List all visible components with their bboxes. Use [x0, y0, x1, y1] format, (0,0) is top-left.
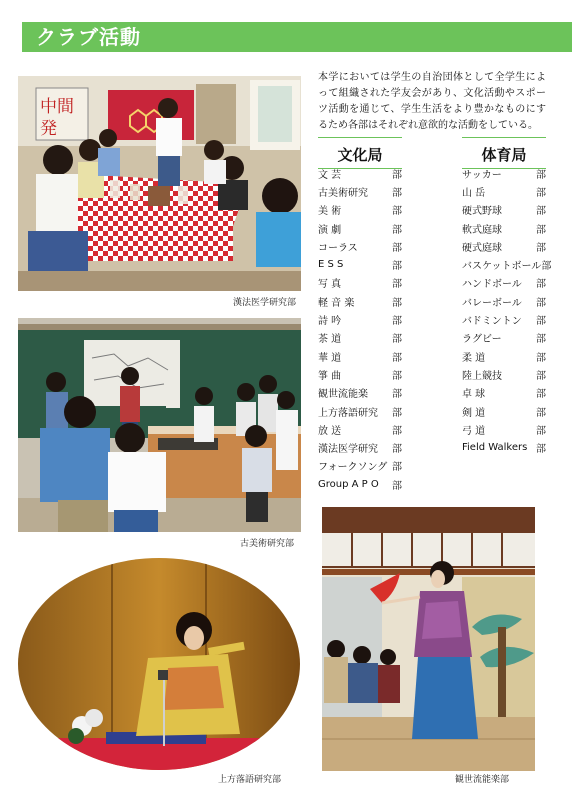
list-item: コーラス 部	[318, 242, 402, 254]
list-item: 剣 道 部	[462, 407, 546, 419]
list-item: 軽 音 楽 部	[318, 297, 402, 309]
list-item: バレーボール 部	[462, 297, 546, 309]
list-item: 古美術研究 部	[318, 187, 402, 199]
list-item: Field Walkers 部	[462, 442, 546, 456]
list-item: 華 道 部	[318, 352, 402, 364]
culture-club-list	[318, 164, 402, 493]
caption-kobijutsu: 古美術研究部	[240, 539, 295, 549]
list-item: 陸上競技 部	[462, 370, 546, 382]
list-item: 観世流能楽 部	[318, 389, 402, 401]
list-item: 山 岳 部	[462, 187, 546, 199]
list-item: ラグビー 部	[462, 334, 546, 346]
list-item: 硬式野球 部	[462, 206, 546, 218]
list-item: ハンドボール 部	[462, 279, 546, 291]
list-item: 上方落語研究 部	[318, 407, 402, 419]
list-item: Group A P O 部	[318, 478, 402, 492]
list-item: バドミントン 部	[462, 316, 546, 328]
list-item: 卓 球 部	[462, 389, 546, 401]
board-text-2: 発	[40, 119, 57, 139]
list-item: 美 術 部	[318, 206, 402, 218]
caption-kanpo: 漢法医学研究部	[233, 298, 297, 308]
photo-kanpo-club	[18, 76, 301, 291]
sports-heading: 体育局	[462, 137, 546, 169]
list-item: 漢法医学研究 部	[318, 444, 402, 456]
caption-noh: 観世流能楽部	[455, 775, 510, 785]
list-item: 硬式庭球 部	[462, 242, 546, 254]
page-title: クラブ活動	[36, 25, 141, 49]
list-item: フォークソング 部	[318, 462, 402, 474]
caption-rakugo: 上方落語研究部	[218, 775, 282, 785]
sports-club-list	[462, 164, 552, 457]
list-item: 弓 道 部	[462, 425, 546, 437]
list-item: サッカー 部	[462, 169, 546, 181]
intro-paragraph: 本学においては学生の自治団体として全学生によって組織された学友会があり、文化活動やスポーツ活動を通じて、学生生活をより豊かなものにするため各部はそれぞれ意欲的な活動をしている。	[318, 72, 546, 131]
list-item: 写 真 部	[318, 279, 402, 291]
list-item: バスケットボール 部	[462, 261, 552, 273]
list-item: E S S 部	[318, 259, 402, 273]
list-item: 茶 道 部	[318, 334, 402, 346]
list-item: 箏 曲 部	[318, 370, 402, 382]
photo-rakugo-club	[18, 558, 300, 770]
list-item: 文 芸 部	[318, 169, 402, 181]
list-item: 演 劇 部	[318, 224, 402, 236]
list-item: 柔 道 部	[462, 352, 546, 364]
list-item: 詩 吟 部	[318, 316, 402, 328]
photo-noh-club	[322, 507, 535, 771]
culture-heading: 文化局	[318, 137, 402, 169]
list-item: 軟式庭球 部	[462, 224, 546, 236]
photo-kobijutsu-club	[18, 318, 301, 532]
list-item: 放 送 部	[318, 425, 402, 437]
board-text-1: 中間	[40, 97, 74, 117]
